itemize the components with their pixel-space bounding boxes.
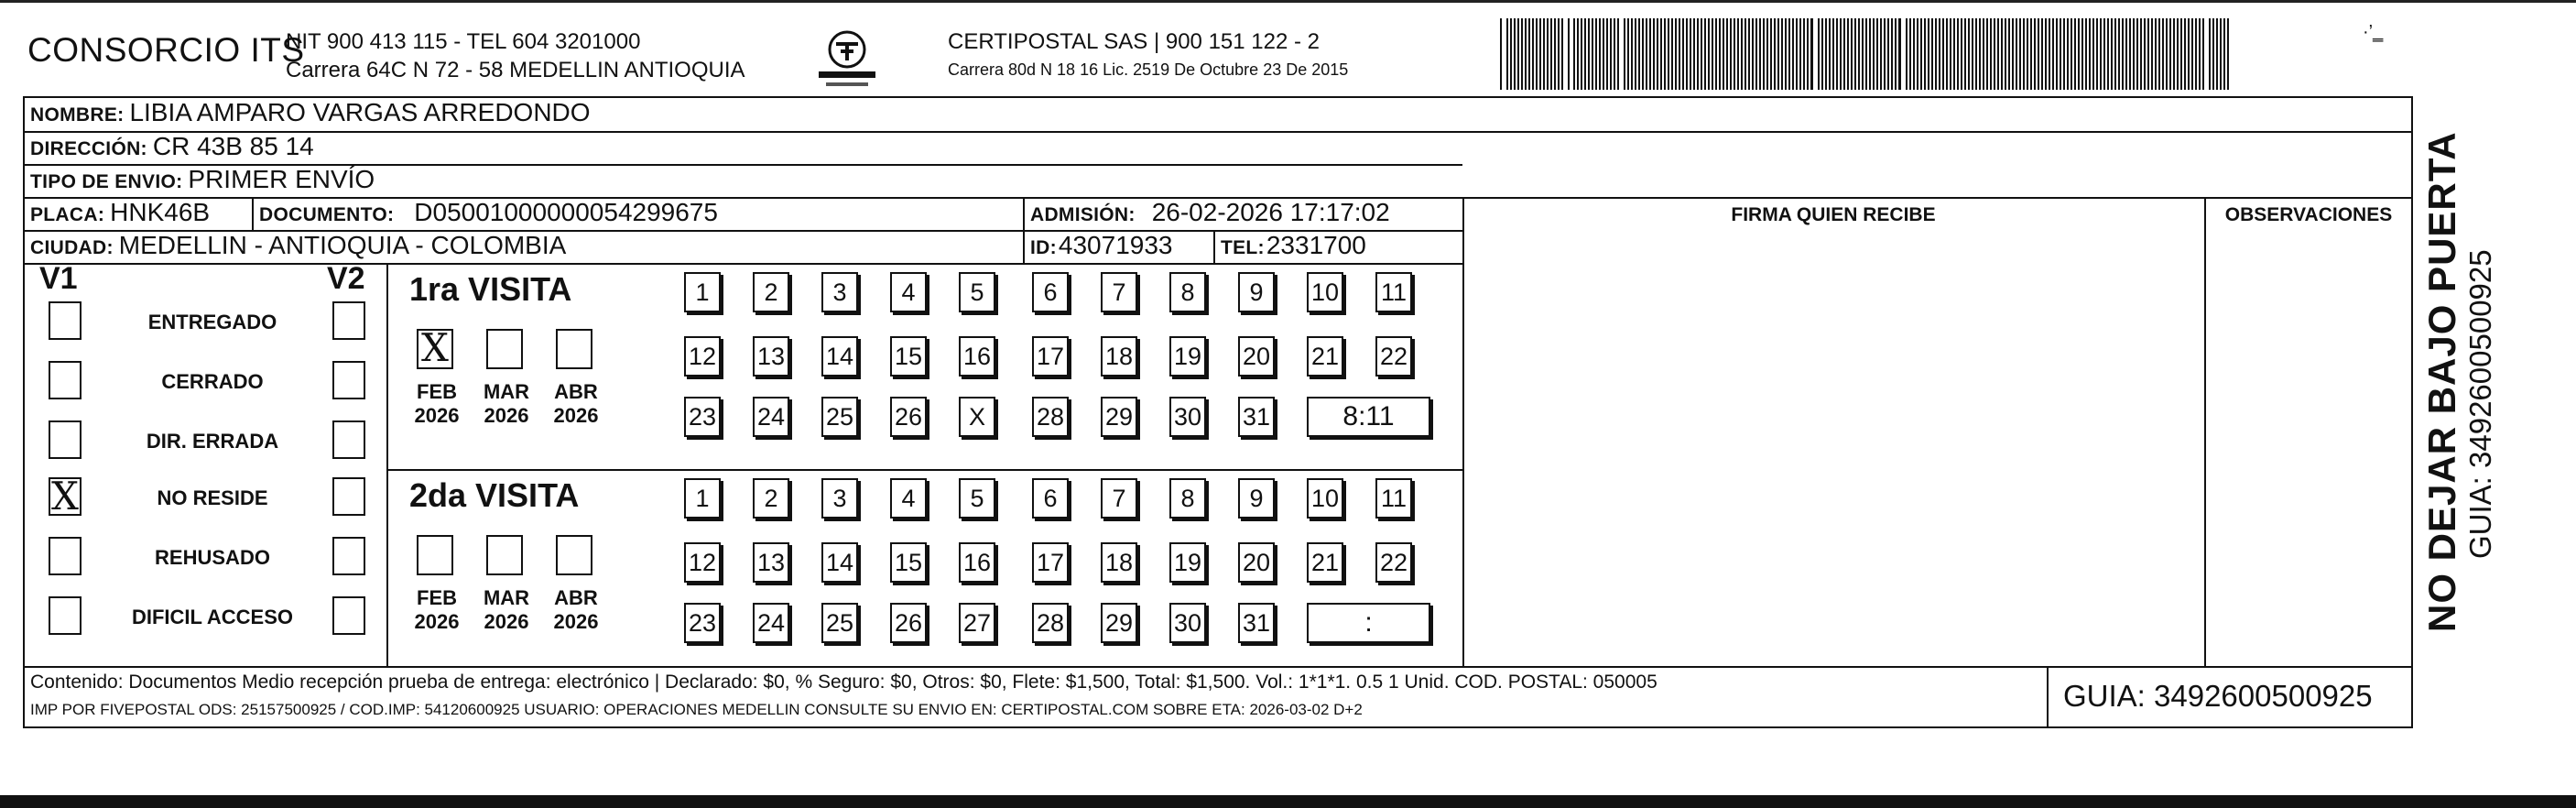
day-box[interactable]: 26 bbox=[890, 397, 927, 437]
day-box[interactable]: 3 bbox=[821, 478, 858, 519]
month-name: FEB bbox=[417, 586, 457, 609]
month-name: MAR bbox=[483, 380, 530, 403]
month-label bbox=[409, 380, 464, 428]
day-box[interactable]: X bbox=[959, 397, 995, 437]
month-checkbox[interactable] bbox=[486, 329, 523, 369]
admission-label: ADMISIÓN: bbox=[1030, 204, 1136, 225]
status-v1-checkbox[interactable] bbox=[49, 301, 82, 340]
day-box[interactable]: 30 bbox=[1169, 397, 1206, 437]
day-box[interactable]: 18 bbox=[1101, 336, 1137, 377]
day-box[interactable]: 4 bbox=[890, 272, 927, 312]
delivery-form bbox=[23, 96, 2413, 728]
admission-date: 26-02-2026 17:17:02 bbox=[1151, 198, 1390, 226]
day-box[interactable]: 12 bbox=[684, 542, 721, 583]
address-row bbox=[30, 132, 314, 161]
day-box[interactable]: 30 bbox=[1169, 603, 1206, 643]
day-box[interactable]: 13 bbox=[753, 336, 789, 377]
month-name: FEB bbox=[417, 380, 457, 403]
id-number: 43071933 bbox=[1058, 231, 1173, 259]
day-box[interactable]: 24 bbox=[753, 397, 789, 437]
observations-header: OBSERVACIONES bbox=[2224, 204, 2393, 225]
signature-header: FIRMA QUIEN RECIBE bbox=[1731, 204, 1936, 225]
time-box[interactable]: : bbox=[1307, 603, 1430, 643]
status-v1-checkbox[interactable]: X bbox=[49, 477, 82, 516]
document-label: DOCUMENTO: bbox=[259, 204, 395, 225]
v2-header: V2 bbox=[327, 261, 365, 296]
corner-scribble: ·’‗ bbox=[2363, 22, 2384, 42]
footer-guia: GUIA: 3492600500925 bbox=[2063, 679, 2373, 713]
day-box[interactable]: 10 bbox=[1307, 272, 1343, 312]
status-v2-checkbox[interactable] bbox=[332, 537, 365, 575]
plate-label: PLACA: bbox=[30, 204, 105, 225]
day-box[interactable]: 20 bbox=[1238, 542, 1275, 583]
day-box[interactable]: 31 bbox=[1238, 603, 1275, 643]
day-box[interactable]: 15 bbox=[890, 542, 927, 583]
status-label: CERRADO bbox=[161, 370, 264, 393]
courier-info bbox=[948, 27, 1348, 84]
day-box[interactable]: 5 bbox=[959, 272, 995, 312]
courier-address: Carrera 80d N 18 16 Lic. 2519 De Octubre 23 De 2015 bbox=[948, 60, 1349, 79]
day-box[interactable]: 14 bbox=[821, 542, 858, 583]
tel-label: TEL: bbox=[1221, 237, 1265, 258]
day-box[interactable]: 24 bbox=[753, 603, 789, 643]
day-box[interactable]: 9 bbox=[1238, 478, 1275, 519]
time-box[interactable]: 8:11 bbox=[1307, 397, 1430, 437]
status-v2-checkbox[interactable] bbox=[332, 420, 365, 459]
sender-name: CONSORCIO ITS bbox=[27, 31, 305, 69]
recipient-name: LIBIA AMPARO VARGAS ARREDONDO bbox=[129, 98, 591, 126]
day-box[interactable]: 7 bbox=[1101, 478, 1137, 519]
sender-address: Carrera 64C N 72 - 58 MEDELLIN ANTIOQUIA bbox=[286, 58, 745, 82]
day-box[interactable]: 2 bbox=[753, 478, 789, 519]
day-box[interactable]: 26 bbox=[890, 603, 927, 643]
signature-area[interactable] bbox=[1464, 232, 2202, 664]
plate: HNK46B bbox=[110, 198, 211, 226]
day-box[interactable]: 28 bbox=[1032, 603, 1069, 643]
day-box[interactable]: 17 bbox=[1032, 336, 1069, 377]
day-box[interactable]: 31 bbox=[1238, 397, 1275, 437]
day-box[interactable]: 8 bbox=[1169, 272, 1206, 312]
day-box[interactable]: 16 bbox=[959, 542, 995, 583]
status-label: DIFICIL ACCESO bbox=[131, 606, 293, 628]
day-box[interactable]: 1 bbox=[684, 272, 721, 312]
day-box[interactable]: 25 bbox=[821, 603, 858, 643]
day-box[interactable]: 15 bbox=[890, 336, 927, 377]
day-box[interactable]: 4 bbox=[890, 478, 927, 519]
day-box[interactable]: 2 bbox=[753, 272, 789, 312]
observations-area[interactable] bbox=[2206, 232, 2409, 664]
day-box[interactable]: 29 bbox=[1101, 397, 1137, 437]
status-v2-checkbox[interactable] bbox=[332, 361, 365, 399]
bottom-rule bbox=[0, 795, 2576, 808]
month-label bbox=[549, 586, 603, 634]
day-box[interactable]: 22 bbox=[1375, 336, 1412, 377]
day-box[interactable]: 3 bbox=[821, 272, 858, 312]
day-box[interactable]: 1 bbox=[684, 478, 721, 519]
month-label bbox=[479, 380, 534, 428]
status-v2-checkbox[interactable] bbox=[332, 596, 365, 635]
day-box[interactable]: 17 bbox=[1032, 542, 1069, 583]
day-box[interactable]: 20 bbox=[1238, 336, 1275, 377]
document-number: D05001000000054299675 bbox=[414, 198, 718, 226]
month-name: ABR bbox=[554, 380, 598, 403]
month-checkbox[interactable]: X bbox=[417, 329, 453, 369]
day-box[interactable]: 8 bbox=[1169, 478, 1206, 519]
day-box[interactable]: 21 bbox=[1307, 542, 1343, 583]
day-box[interactable]: 6 bbox=[1032, 478, 1069, 519]
city-label: CIUDAD: bbox=[30, 237, 114, 258]
city-row bbox=[30, 231, 566, 260]
month-year: 2026 bbox=[553, 610, 599, 633]
status-v1-checkbox[interactable] bbox=[49, 596, 82, 635]
v1-header: V1 bbox=[39, 261, 78, 296]
month-checkbox[interactable] bbox=[556, 329, 592, 369]
day-box[interactable]: 11 bbox=[1375, 478, 1412, 519]
day-box[interactable]: 25 bbox=[821, 397, 858, 437]
status-label: NO RESIDE bbox=[157, 486, 268, 509]
month-name: MAR bbox=[483, 586, 530, 609]
day-box[interactable]: 27 bbox=[959, 603, 995, 643]
month-label bbox=[549, 380, 603, 428]
month-checkbox[interactable] bbox=[556, 535, 592, 575]
status-v1-checkbox[interactable] bbox=[49, 537, 82, 575]
send-type-label: TIPO DE ENVIO: bbox=[30, 171, 183, 192]
name-row bbox=[30, 98, 591, 127]
day-box[interactable]: 21 bbox=[1307, 336, 1343, 377]
day-box[interactable]: 12 bbox=[684, 336, 721, 377]
status-label: DIR. ERRADA bbox=[146, 430, 279, 453]
status-v1-checkbox[interactable] bbox=[49, 361, 82, 399]
tel-number: 2331700 bbox=[1266, 231, 1366, 259]
top-rule bbox=[0, 0, 2576, 3]
visit-title: 1ra VISITA bbox=[409, 270, 572, 308]
month-year: 2026 bbox=[414, 404, 460, 427]
print-info-line: IMP POR FIVEPOSTAL ODS: 25157500925 / COD.IMP: 54120600925 USUARIO: OPERACIONES MEDELLIN CONSULTE SU ENVIO EN: CERTIPOSTAL.COM SOBRE ETA: 2026-03-02 D+2 bbox=[30, 701, 1363, 718]
month-label bbox=[479, 586, 534, 634]
day-box[interactable]: 14 bbox=[821, 336, 858, 377]
month-year: 2026 bbox=[484, 404, 529, 427]
day-box[interactable]: 13 bbox=[753, 542, 789, 583]
day-box[interactable]: 23 bbox=[684, 397, 721, 437]
id-cell bbox=[1030, 231, 1172, 260]
month-name: ABR bbox=[554, 586, 598, 609]
status-v2-checkbox[interactable] bbox=[332, 301, 365, 340]
day-box[interactable]: 19 bbox=[1169, 336, 1206, 377]
day-box[interactable]: 9 bbox=[1238, 272, 1275, 312]
day-box[interactable]: 16 bbox=[959, 336, 995, 377]
document-cell bbox=[259, 198, 718, 227]
recipient-address: CR 43B 85 14 bbox=[152, 132, 314, 160]
send-type-row bbox=[30, 165, 375, 194]
day-box[interactable]: 11 bbox=[1375, 272, 1412, 312]
month-year: 2026 bbox=[484, 610, 529, 633]
status-label: REHUSADO bbox=[155, 546, 270, 569]
courier-name: CERTIPOSTAL SAS | 900 151 122 - 2 bbox=[948, 29, 1320, 54]
day-box[interactable]: 28 bbox=[1032, 397, 1069, 437]
sender-nit: NIT 900 413 115 - TEL 604 3201000 bbox=[286, 29, 641, 54]
side-guia: GUIA: 3492600500925 bbox=[2463, 249, 2497, 559]
contents-line: Contenido: Documentos Medio recepción prueba de entrega: electrónico | Declarado: $0, % Seguro: $0, Otros: $0, Flete: $1,500, Total: $1,500. Vol.: 1*1*1. 0.5 1 Unid. COD. POSTAL: 050005 bbox=[30, 672, 1658, 693]
month-year: 2026 bbox=[553, 404, 599, 427]
name-label: NOMBRE: bbox=[30, 104, 125, 126]
month-label bbox=[409, 586, 464, 634]
sender-info bbox=[286, 27, 745, 84]
day-box[interactable]: 18 bbox=[1101, 542, 1137, 583]
visit-title: 2da VISITA bbox=[409, 476, 580, 514]
status-label: ENTREGADO bbox=[147, 311, 277, 333]
id-label: ID: bbox=[1030, 237, 1057, 258]
day-box[interactable]: 19 bbox=[1169, 542, 1206, 583]
address-label: DIRECCIÓN: bbox=[30, 138, 147, 159]
status-v2-checkbox[interactable] bbox=[332, 477, 365, 516]
day-box[interactable]: 5 bbox=[959, 478, 995, 519]
month-checkbox[interactable] bbox=[486, 535, 523, 575]
plate-cell bbox=[30, 198, 210, 227]
city: MEDELLIN - ANTIOQUIA - COLOMBIA bbox=[118, 231, 567, 259]
admission-cell bbox=[1030, 198, 1390, 227]
tel-cell bbox=[1221, 231, 1366, 260]
certipostal-logo-icon bbox=[806, 26, 888, 97]
day-box[interactable]: 10 bbox=[1307, 478, 1343, 519]
day-box[interactable]: 7 bbox=[1101, 272, 1137, 312]
barcode-icon bbox=[1500, 18, 2233, 90]
day-box[interactable]: 22 bbox=[1375, 542, 1412, 583]
no-dejar-bajo-puerta: NO DEJAR BAJO PUERTA bbox=[2420, 131, 2463, 632]
status-v1-checkbox[interactable] bbox=[49, 420, 82, 459]
day-box[interactable]: 6 bbox=[1032, 272, 1069, 312]
month-checkbox[interactable] bbox=[417, 535, 453, 575]
send-type: PRIMER ENVÍO bbox=[188, 165, 375, 193]
month-year: 2026 bbox=[414, 610, 460, 633]
day-box[interactable]: 29 bbox=[1101, 603, 1137, 643]
day-box[interactable]: 23 bbox=[684, 603, 721, 643]
